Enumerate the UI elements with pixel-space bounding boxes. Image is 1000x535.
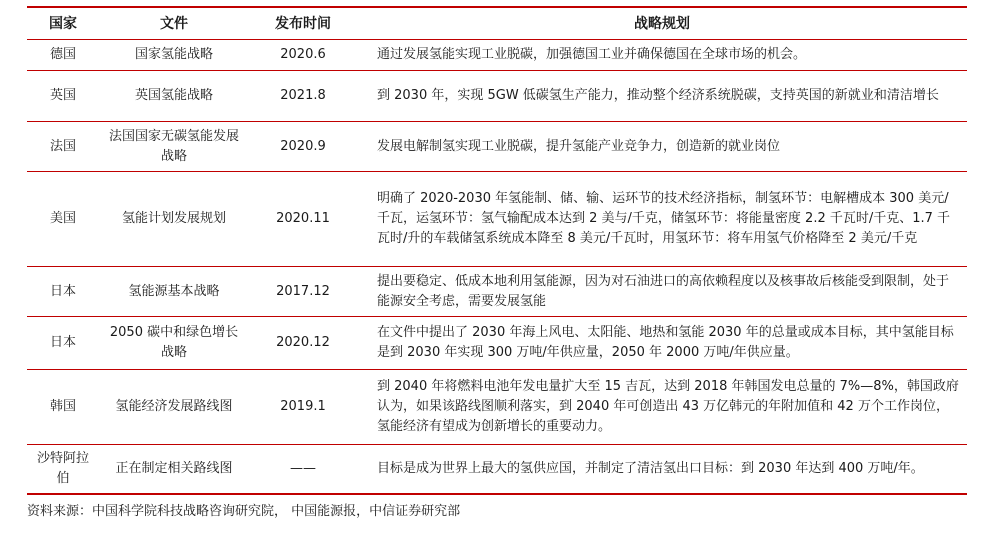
header-date: 发布时间 xyxy=(249,7,357,40)
document-cell: 氢能计划发展规划 xyxy=(99,172,249,267)
date-cell: 2021.8 xyxy=(249,71,357,122)
country-cell: 美国 xyxy=(27,172,99,267)
document-cell: 2050 碳中和绿色增长战略 xyxy=(99,317,249,370)
plan-cell: 通过发展氢能实现工业脱碳，加强德国工业并确保德国在全球市场的机会。 xyxy=(357,40,967,71)
header-plan: 战略规划 xyxy=(357,7,967,40)
table-row xyxy=(27,267,967,317)
table-row xyxy=(27,317,967,370)
table-row xyxy=(27,370,967,445)
plan-cell: 提出要稳定、低成本地利用氢能源，因为对石油进口的高依赖程度以及核事故后核能受到限制，处于能源安全考虑，需要发展氢能 xyxy=(357,267,967,317)
hydrogen-strategy-table xyxy=(27,6,967,495)
document-cell: 英国氢能战略 xyxy=(99,71,249,122)
document-cell: 氢能源基本战略 xyxy=(99,267,249,317)
table-row xyxy=(27,445,967,494)
strategy-table-wrapper xyxy=(27,6,967,495)
table-row xyxy=(27,71,967,122)
plan-cell: 明确了 2020-2030 年氢能制、储、输、运环节的技术经济指标，制氢环节：电解槽成本 300 美元/千瓦，运氢环节：氢气输配成本达到 2 美与/千克，储氢环节：将能量密度 2.2 千瓦时/千克、1.7 千瓦时/升的车载储氢系统成本降至 8 美元/千瓦时，用氢环节：将车用氢气价格降至 2 美元/千克 xyxy=(357,172,967,267)
date-cell: 2017.12 xyxy=(249,267,357,317)
source-note: 资料来源：中国科学院科技战略咨询研究院， 中国能源报，中信证券研究部 xyxy=(27,504,461,519)
plan-cell: 发展电解制氢实现工业脱碳，提升氢能产业竞争力，创造新的就业岗位 xyxy=(357,122,967,172)
document-cell: 氢能经济发展路线图 xyxy=(99,370,249,445)
plan-cell: 到 2030 年，实现 5GW 低碳氢生产能力，推动整个经济系统脱碳，支持英国的新就业和清洁增长 xyxy=(357,71,967,122)
date-cell: 2020.6 xyxy=(249,40,357,71)
table-row xyxy=(27,40,967,71)
country-cell: 日本 xyxy=(27,317,99,370)
plan-cell: 在文件中提出了 2030 年海上风电、太阳能、地热和氢能 2030 年的总量或成本目标，其中氢能目标是到 2030 年实现 300 万吨/年供应量，2050 年 2000 万吨/年供应量。 xyxy=(357,317,967,370)
document-cell: 法国国家无碳氢能发展战略 xyxy=(99,122,249,172)
country-cell: 韩国 xyxy=(27,370,99,445)
header-country: 国家 xyxy=(27,7,99,40)
country-cell: 德国 xyxy=(27,40,99,71)
document-cell: 国家氢能战略 xyxy=(99,40,249,71)
document-cell: 正在制定相关路线图 xyxy=(99,445,249,494)
table-header-row xyxy=(27,7,967,40)
country-cell: 法国 xyxy=(27,122,99,172)
header-document: 文件 xyxy=(99,7,249,40)
date-cell: —— xyxy=(249,445,357,494)
date-cell: 2019.1 xyxy=(249,370,357,445)
country-cell: 沙特阿拉伯 xyxy=(27,445,99,494)
date-cell: 2020.11 xyxy=(249,172,357,267)
date-cell: 2020.12 xyxy=(249,317,357,370)
country-cell: 日本 xyxy=(27,267,99,317)
plan-cell: 到 2040 年将燃料电池年发电量扩大至 15 吉瓦，达到 2018 年韩国发电总量的 7%—8%，韩国政府认为，如果该路线图顺利落实，到 2040 年可创造出 43 万亿韩元的年附加值和 42 万个工作岗位，氢能经济有望成为创新增长的重要动力。 xyxy=(357,370,967,445)
country-cell: 英国 xyxy=(27,71,99,122)
table-row xyxy=(27,172,967,267)
plan-cell: 目标是成为世界上最大的氢供应国，并制定了清洁氢出口目标：到 2030 年达到 400 万吨/年。 xyxy=(357,445,967,494)
date-cell: 2020.9 xyxy=(249,122,357,172)
table-row xyxy=(27,122,967,172)
